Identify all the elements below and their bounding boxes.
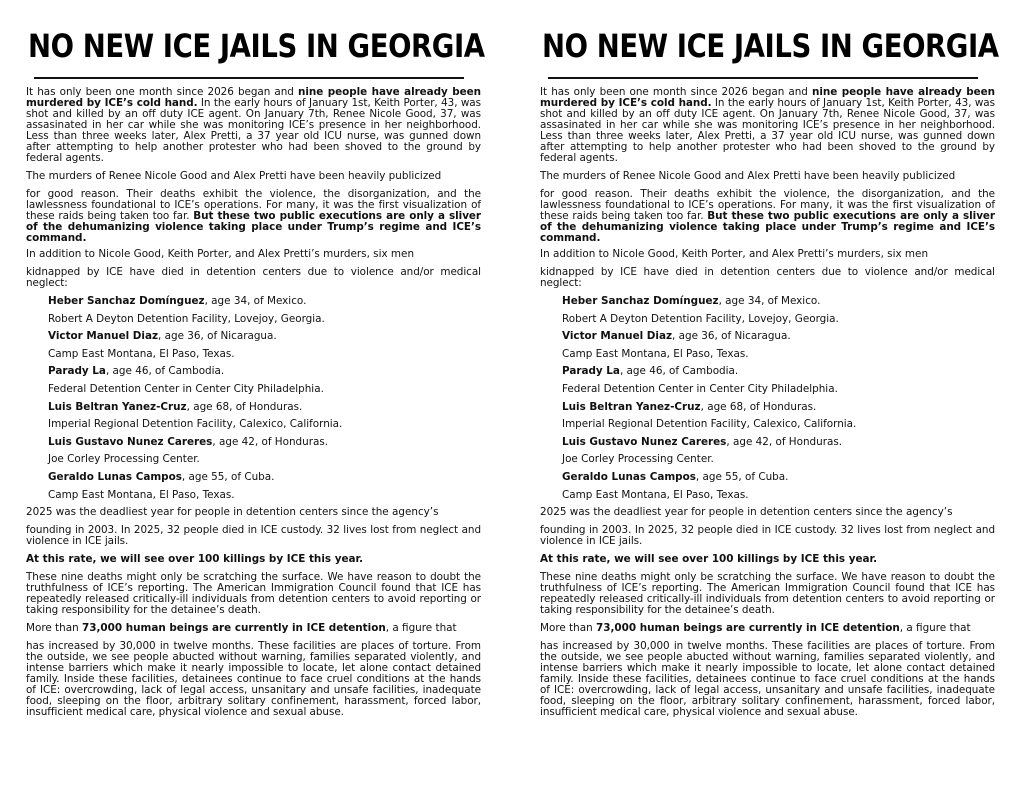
text: More than	[26, 622, 82, 635]
text: , a figure that	[899, 622, 971, 635]
list-item	[562, 296, 995, 307]
paragraph-publicized	[540, 189, 995, 244]
paragraph-publicized	[26, 189, 481, 244]
victim-detail: , age 68, of Honduras.	[700, 400, 817, 413]
list-item: Imperial Regional Detention Facility, Calexico, California.	[562, 418, 857, 431]
list-item: Federal Detention Center in Center City Philadelphia.	[48, 382, 324, 395]
list-item: Camp East Montana, El Paso, Texas.	[562, 488, 749, 501]
victim-name: Luis Beltran Yanez-Cruz	[562, 400, 701, 413]
paragraph-detained: has increased by 30,000 in twelve months. These facilities are places of torture. From the outside, we see people abucted without warning, families separated violently, and intense barriers which make it nearly impossible to locate, let alone contact detained family. Inside these facilities, detainees continue to face cruel conditions at the hands of ICE: overcrowding, lack of legal access, unsanitary and unsafe facilities, inadequate food, sleeping on the floor, arbitrary solitary confinement, harassment, forced labor, insufficient medical care, physical violence and sexual abuse.	[540, 640, 995, 719]
emphasis: But these two public executions are only a sliver of the dehumanizing violence taking place under Trump’s regime and ICE’s command.	[540, 210, 995, 244]
victim-detail: , age 68, of Honduras.	[186, 400, 303, 413]
paragraph-deadliest-line: 2025 was the deadliest year for people in detention centers since the agency’s	[540, 506, 953, 519]
victim-detail: , age 42, of Honduras.	[212, 435, 329, 448]
list-item: Imperial Regional Detention Facility, Calexico, California.	[48, 418, 343, 431]
paragraph-publicized-line: The murders of Renee Nicole Good and Alex Pretti have been heavily publicized	[540, 170, 956, 182]
text: for good reason. Their deaths exhibit the violence, the disorganization, and the lawlessness foundational to ICE’s operations. For many, it was the first visualization of these raids being taken too far.	[26, 188, 481, 222]
paragraph-detained: has increased by 30,000 in twelve months. These facilities are places of torture. From the outside, we see people abucted without warning, families separated violently, and intense barriers which make it nearly impossible to locate, let alone contact detained family. Inside these facilities, detainees continue to face cruel conditions at the hands of ICE: overcrowding, lack of legal access, unsanitary and unsafe facilities, inadequate food, sleeping on the floor, arbitrary solitary confinement, harassment, forced labor, insufficient medical care, physical violence and sexual abuse.	[26, 640, 481, 719]
paragraph-detention: kidnapped by ICE have died in detention centers due to violence and/or medical neglect:	[26, 266, 481, 289]
list-item: Camp East Montana, El Paso, Texas.	[562, 347, 749, 360]
text: More than	[540, 622, 596, 635]
paragraph-detained-line	[26, 623, 481, 634]
text: It has only been one month since 2026 began and	[26, 86, 299, 98]
paragraph-projection: At this rate, we will see over 100 killings by ICE this year.	[540, 553, 878, 566]
emphasis: nine people have already been murdered by ICE’s cold hand.	[26, 86, 481, 109]
paragraph-deadliest: founding in 2003. In 2025, 32 people died in ICE custody. 32 lives lost from neglect and violence in ICE jails.	[540, 524, 995, 548]
victim-name: Geraldo Lunas Campos	[562, 470, 696, 483]
victim-detail: , age 42, of Honduras.	[726, 435, 843, 448]
victim-name: Heber Sanchaz Domínguez	[48, 295, 205, 307]
text: In the early hours of January 1st, Keith Porter, 43, was shot and killed by an off duty ICE agent. On January 7th, Renee Nicole Good, 37, was assasinated in her car while she was monitoring ICE’s presence in her neighborhood. Less than three weeks later, Alex Pretti, a 37 year old ICU nurse, was gunned down after attempting to help another protester who had been shoved to the ground by federal agents.	[540, 97, 995, 164]
paragraph-publicized-line: The murders of Renee Nicole Good and Alex Pretti have been heavily publicized	[26, 170, 442, 182]
victim-list	[48, 296, 481, 501]
text: It has only been one month since 2026 began and	[540, 86, 813, 98]
flyer-left	[26, 27, 485, 719]
list-item	[48, 366, 481, 377]
list-item	[562, 366, 995, 377]
title-divider	[548, 77, 978, 79]
victim-detail: , age 55, of Cuba.	[695, 470, 789, 483]
list-item	[48, 472, 481, 483]
list-item: Robert A Deyton Detention Facility, Lovejoy, Georgia.	[48, 312, 325, 325]
victim-list	[562, 296, 995, 501]
emphasis: nine people have already been murdered by ICE’s cold hand.	[540, 86, 995, 109]
emphasis: 73,000 human beings are currently in ICE detention	[81, 622, 386, 635]
paragraph-detention-line: In addition to Nicole Good, Keith Porter, and Alex Pretti’s murders, six men	[26, 248, 415, 260]
paragraph-deadliest: founding in 2003. In 2025, 32 people died in ICE custody. 32 lives lost from neglect and violence in ICE jails.	[26, 524, 481, 548]
victim-name: Luis Gustavo Nunez Careres	[48, 435, 213, 448]
paragraph-deadliest-line: 2025 was the deadliest year for people in detention centers since the agency’s	[26, 506, 439, 519]
paragraph-reporting: These nine deaths might only be scratching the surface. We have reason to doubt the truthfulness of ICE’s reporting. The American Immigration Council found that ICE has repeatedly released critically-ill individuals from detention centers to avoid reporting or taking responsibility for the detainee’s death.	[26, 571, 481, 617]
paragraph-detained-line	[540, 623, 995, 634]
list-item	[48, 296, 481, 307]
list-item: Camp East Montana, El Paso, Texas.	[48, 347, 235, 360]
victim-detail: , age 34, of Mexico.	[204, 295, 307, 307]
paragraph-intro	[26, 87, 481, 164]
list-item: Federal Detention Center in Center City Philadelphia.	[562, 382, 838, 395]
list-item	[48, 437, 481, 448]
list-item: Camp East Montana, El Paso, Texas.	[48, 488, 235, 501]
paragraph-detention: kidnapped by ICE have died in detention centers due to violence and/or medical neglect:	[540, 266, 995, 289]
victim-detail: , age 55, of Cuba.	[181, 470, 275, 483]
flyer-title: NO NEW ICE JAILS IN GEORGIA	[542, 27, 999, 65]
paragraph-reporting: These nine deaths might only be scratching the surface. We have reason to doubt the truthfulness of ICE’s reporting. The American Immigration Council found that ICE has repeatedly released critically-ill individuals from detention centers to avoid reporting or taking responsibility for the detainee’s death.	[540, 571, 995, 617]
list-item: Robert A Deyton Detention Facility, Lovejoy, Georgia.	[562, 312, 839, 325]
paragraph-detention-line: In addition to Nicole Good, Keith Porter, and Alex Pretti’s murders, six men	[540, 248, 929, 260]
text: for good reason. Their deaths exhibit the violence, the disorganization, and the lawlessness foundational to ICE’s operations. For many, it was the first visualization of these raids being taken too far.	[540, 188, 995, 222]
list-item	[562, 331, 995, 342]
emphasis: 73,000 human beings are currently in ICE detention	[595, 622, 900, 635]
victim-detail: , age 46, of Cambodia.	[105, 365, 225, 378]
emphasis: But these two public executions are only a sliver of the dehumanizing violence taking place under Trump’s regime and ICE’s command.	[26, 210, 481, 244]
victim-detail: , age 34, of Mexico.	[718, 295, 821, 307]
list-item	[48, 402, 481, 413]
text: , a figure that	[385, 622, 457, 635]
victim-name: Luis Gustavo Nunez Careres	[562, 435, 727, 448]
list-item	[48, 331, 481, 342]
victim-name: Victor Manuel Diaz	[562, 330, 673, 343]
text: In the early hours of January 1st, Keith Porter, 43, was shot and killed by an off duty ICE agent. On January 7th, Renee Nicole Good, 37, was assasinated in her car while she was monitoring ICE’s presence in her neighborhood. Less than three weeks later, Alex Pretti, a 37 year old ICU nurse, was gunned down after attempting to help another protester who had been shoved to the ground by federal agents.	[26, 97, 481, 164]
victim-name: Parady La	[48, 365, 106, 378]
list-item: Joe Corley Processing Center.	[48, 453, 200, 466]
victim-name: Parady La	[562, 365, 620, 378]
victim-name: Luis Beltran Yanez-Cruz	[48, 400, 187, 413]
victim-name: Victor Manuel Diaz	[48, 330, 159, 343]
list-item	[562, 437, 995, 448]
victim-name: Geraldo Lunas Campos	[48, 470, 182, 483]
victim-name: Heber Sanchaz Domínguez	[562, 295, 719, 307]
victim-detail: , age 46, of Cambodia.	[619, 365, 739, 378]
list-item: Joe Corley Processing Center.	[562, 453, 714, 466]
list-item	[562, 472, 995, 483]
victim-detail: , age 36, of Nicaragua.	[158, 330, 277, 343]
list-item	[562, 402, 995, 413]
flyer-title: NO NEW ICE JAILS IN GEORGIA	[28, 27, 485, 65]
victim-detail: , age 36, of Nicaragua.	[672, 330, 791, 343]
title-divider	[34, 77, 464, 79]
flyer-right	[540, 27, 999, 719]
paragraph-projection: At this rate, we will see over 100 killings by ICE this year.	[26, 553, 364, 566]
paragraph-intro	[540, 87, 995, 164]
